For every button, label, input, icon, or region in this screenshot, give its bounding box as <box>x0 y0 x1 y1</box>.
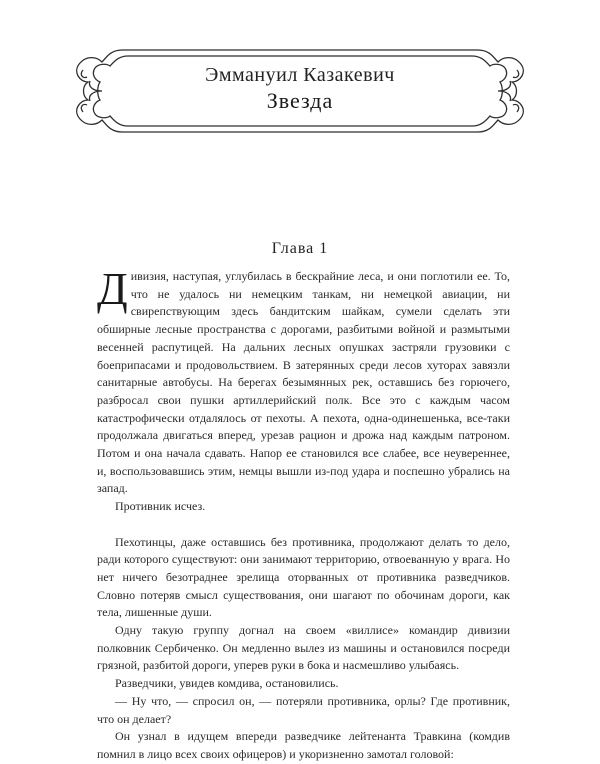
paragraph: — Ну что, — спросил он, — потеряли противника, орлы? Где противник, что он делает? <box>97 693 510 726</box>
paragraph: Противник исчез. <box>115 499 206 514</box>
drop-cap: Д <box>97 264 128 314</box>
body-text <box>97 264 510 764</box>
chapter-heading: Глава 1 <box>271 240 329 257</box>
paragraph <box>97 264 510 498</box>
paragraph-text: ивизия, наступая, углубилась в бескрайние леса, и они поглотили ее. То, что не удалось ни немецким танкам, ни немецкой авиации, ни свирепствующим здесь бандитским шайкам, сумели сделать эти обширные лесные пространства с дорогами, разбитыми войной и размытыми весенней распутицей. На дальних лесных опушках застряли грузовики с боеприпасами и продовольствием. В затерянных среди лесов хуторах завязли санитарные автобусы. На берегах безымянных рек, оставшись без горючего, разбросал свои пушки артиллерийский полк. Все это с каждым часом катастрофически отдалялось от пехоты. А пехота, одна-одинешенька, все-таки продолжала двигаться вперед, урезав рацион и дрожа над каждым патроном. Потом и она начала сдавать. Напор ее становился все слабее, все неувереннее, и, воспользовавшись этим, немцы вышли из-под удара и поспешно убрались на запад. <box>97 269 510 496</box>
paragraph: Одну такую группу догнал на своем «виллисе» командир дивизии полковник Сербиченко. Он медленно вылез из машины и остановился посреди грязной, разбитой дороги, уперев руки в бока и насмешливо улыбаясь. <box>97 623 510 673</box>
paragraph: Пехотинцы, даже оставшись без противника, продолжают делать то дело, ради которого существуют: они занимают территорию, отвоеванную у врага. Но нет ничего безотраднее зрелища оторванных от противника разведчиков. Словно потеряв смысл существования, они шагают по обочинам дороги, как тела, лишенные души. <box>97 534 510 620</box>
paragraph: Он узнал в идущем впереди разведчике лейтенанта Травкина (комдив помнил в лицо всех своих офицеров) и укоризненно замотал головой: <box>97 729 510 761</box>
author-name: Эммануил Казакевич <box>205 64 395 86</box>
paragraph: Разведчики, увидев комдива, остановились. <box>115 676 339 691</box>
book-title: Звезда <box>266 88 334 113</box>
